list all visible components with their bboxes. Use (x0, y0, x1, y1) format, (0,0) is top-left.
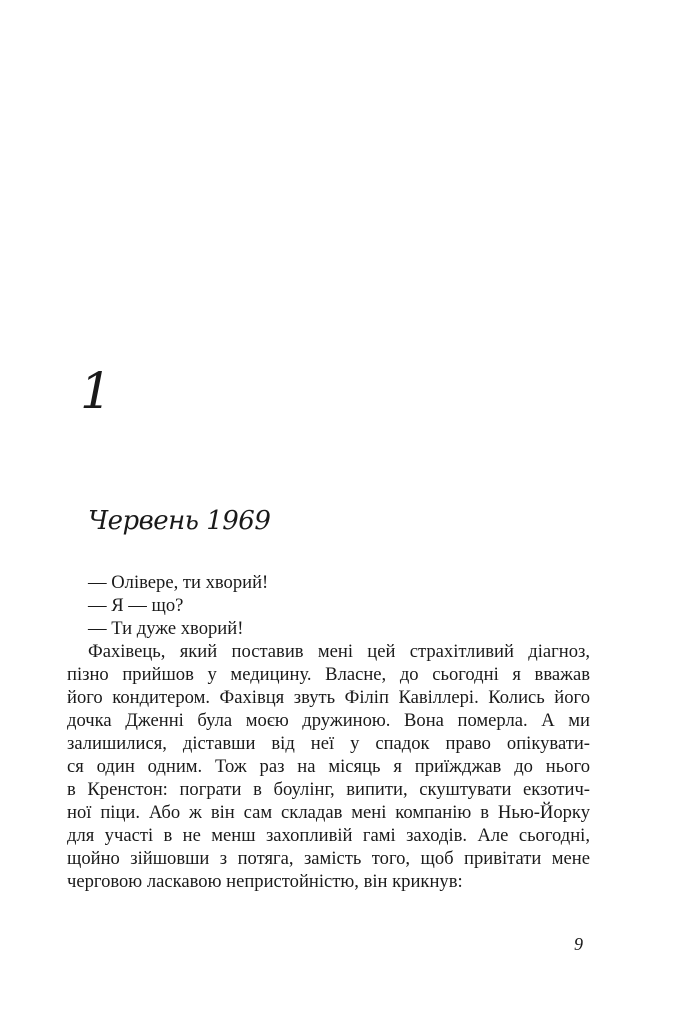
chapter-date-heading: Червень 1969 (88, 506, 271, 536)
paragraph (67, 640, 590, 893)
dialog-line: — Олівере, ти хворий! (88, 572, 269, 593)
paragraph-line: в Кренстон: пограти в боулінг, випити, скуштувати екзотич- (67, 779, 590, 800)
dialog-line: — Я — що? (88, 595, 184, 616)
paragraph-line: щойно зійшовши з потяга, замість того, щоб привітати мене (67, 848, 590, 869)
page-number: 9 (574, 934, 583, 954)
paragraph-line: пізно прийшов у медицину. Власне, до сьогодні я вважав (67, 664, 590, 685)
paragraph-line: залишилися, діставши від неї у спадок право опікувати- (67, 733, 590, 754)
chapter-number: 1 (80, 362, 110, 420)
paragraph-line: черговою ласкавою непристойністю, він крикнув: (67, 871, 463, 892)
paragraph-line: для участі в не менш захопливій гамі заходів. Але сьогодні, (67, 825, 590, 846)
paragraph-line: дочка Дженні була моєю дружиною. Вона померла. А ми (67, 710, 590, 731)
body-text (67, 571, 590, 893)
paragraph-line: ся один одним. Тож раз на місяць я приїжджав до нього (67, 756, 590, 777)
paragraph-line: його кондитером. Фахівця звуть Філіп Кавіллері. Колись його (67, 687, 590, 708)
paragraph-line: ної піци. Або ж він сам складав мені компанію в Нью-Йорку (67, 802, 590, 823)
paragraph-line: Фахівець, який поставив мені цей страхітливий діагноз, (88, 641, 590, 662)
dialog-line: — Ти дуже хворий! (88, 618, 244, 639)
